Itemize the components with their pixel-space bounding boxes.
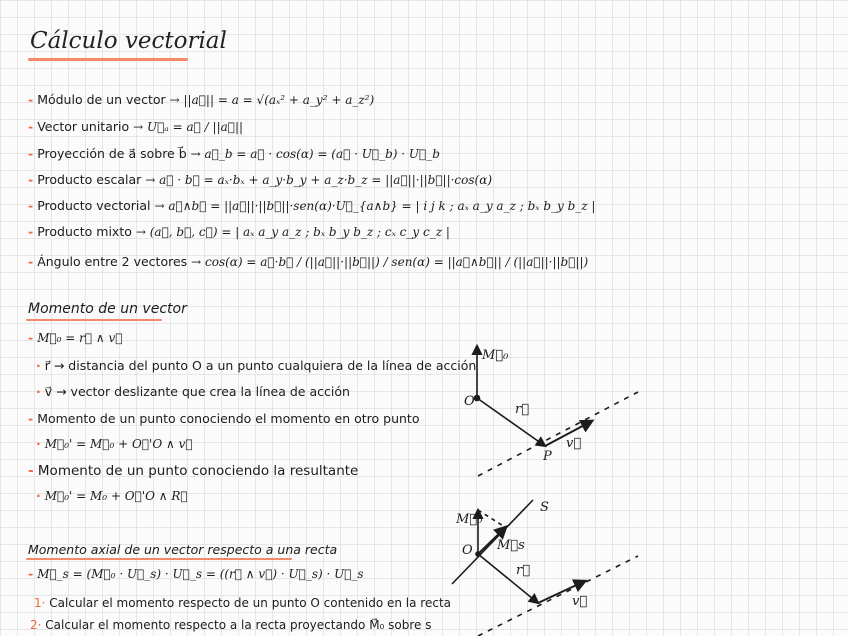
resultant-text: Momento de un punto conociendo la resultante [37,463,359,479]
v-description-text: v⃗ → vector deslizante que crea la línea de acción [44,384,350,399]
origin-point [476,552,480,556]
origin-point [475,396,480,401]
position-vector-arrow [478,554,538,603]
formula-label: Ángulo entre 2 vectores [37,254,188,269]
formula-expression: → a⃗_b = a⃗ · cos(α) = (a⃗ · U⃗_b) · U⃗_b [190,147,440,161]
diagram1-p-label: P [543,449,552,464]
diagram-moment-vector [475,346,639,476]
step-number: 2· [30,618,42,632]
formula-label: Módulo de un vector [37,92,166,107]
bullet-dash: - [28,198,34,213]
section-heading-axial: Momento axial de un vector respecto a una recta [28,542,338,557]
diagram2-moment-label: M⃗₀ [456,512,483,527]
bullet-dash: - [28,172,34,187]
bullet-dash: · [36,358,41,373]
formula-label: Vector unitario [37,119,130,134]
diagram1-moment-label: M⃗₀ [482,348,509,363]
formula-expression: → cos(α) = a⃗·b⃗ / (||a⃗||·||b⃗||) / sen(α) = ||a⃗∧b⃗|| / (||a⃗||·||b⃗||) [191,255,589,269]
formula-label: Producto vectorial [37,198,151,213]
diagram2-s-label: S [540,500,549,515]
other-point-text: Momento de un punto conociendo el momento en otro punto [37,411,420,426]
other-point-formula: M⃗₀' = M⃗₀ + O⃗'O ∧ v⃗ [44,437,193,451]
formula-label: Proyección de a⃗ sobre b⃗ [37,146,187,161]
bullet-dash: - [28,254,34,269]
formula-expression: → (a⃗, b⃗, c⃗) = | aₓ a_y a_z ; bₓ b_y b_z ; cₓ c_y c_z | [135,225,450,239]
diagram2-origin-label: O [462,543,473,558]
bullet-dash: - [28,224,34,239]
bullet-dash: - [28,92,34,107]
formula-expression: → U⃗ₐ = a⃗ / ||a⃗|| [133,120,244,134]
page-title: Cálculo vectorial [30,28,227,54]
resultant-formula: M⃗₀' = M₀ + O⃗'O ∧ R⃗ [44,489,188,503]
moment-formula: M⃗₀ = r⃗ ∧ v⃗ [37,331,123,345]
formula-expression: → a⃗ · b⃗ = aₓ·bₓ + a_y·b_y + a_z·b_z = ||a⃗||·||b⃗||·cos(α) [145,173,493,187]
diagram2-r-label: r⃗ [516,563,531,578]
axial-formula-text: M⃗_s = (M⃗₀ · U⃗_s) · U⃗_s = ((r⃗ ∧ v⃗) · U⃗_s) · U⃗_s [37,567,364,581]
diagram1-origin-label: O [464,394,475,409]
formula-expression: → a⃗∧b⃗ = ||a⃗||·||b⃗||·sen(α)·U⃗_{a∧b} = | i j k ; aₓ a_y a_z ; bₓ b_y b_z | [154,199,596,213]
section-heading-moment: Momento de un vector [28,301,187,317]
diagram1-v-label: v⃗ [566,436,582,451]
bullet-dash: · [36,384,41,399]
diagram1-r-label: r⃗ [515,402,530,417]
bullet-dash: - [28,411,34,426]
step-text: Calcular el momento respecto a la recta proyectando M⃗₀ sobre s [45,618,432,632]
bullet-dash: - [28,146,34,161]
bullet-dash: · [36,436,41,451]
diagram2-v-label: v⃗ [572,594,588,609]
formula-label: Producto escalar [37,172,142,187]
line-of-action [478,556,638,636]
step-number: 1· [34,596,46,610]
formula-expression: → ||a⃗|| = a = √(aₓ² + a_y² + a_z²) [169,93,375,107]
position-vector-arrow [477,398,545,446]
step-text: Calcular el momento respecto de un punto O contenido en la recta [49,596,451,610]
formula-label: Producto mixto [37,224,132,239]
bullet-dash: · [36,488,41,503]
bullet-dash: - [28,330,34,345]
diagram2-ms-label: M⃗s [497,538,525,553]
bullet-dash: - [28,119,34,134]
r-description-text: r⃗ → distancia del punto O a un punto cualquiera de la línea de acción [44,358,477,373]
bullet-dash: - [28,566,34,581]
bullet-dash: - [28,463,34,479]
line-of-action [478,392,638,476]
